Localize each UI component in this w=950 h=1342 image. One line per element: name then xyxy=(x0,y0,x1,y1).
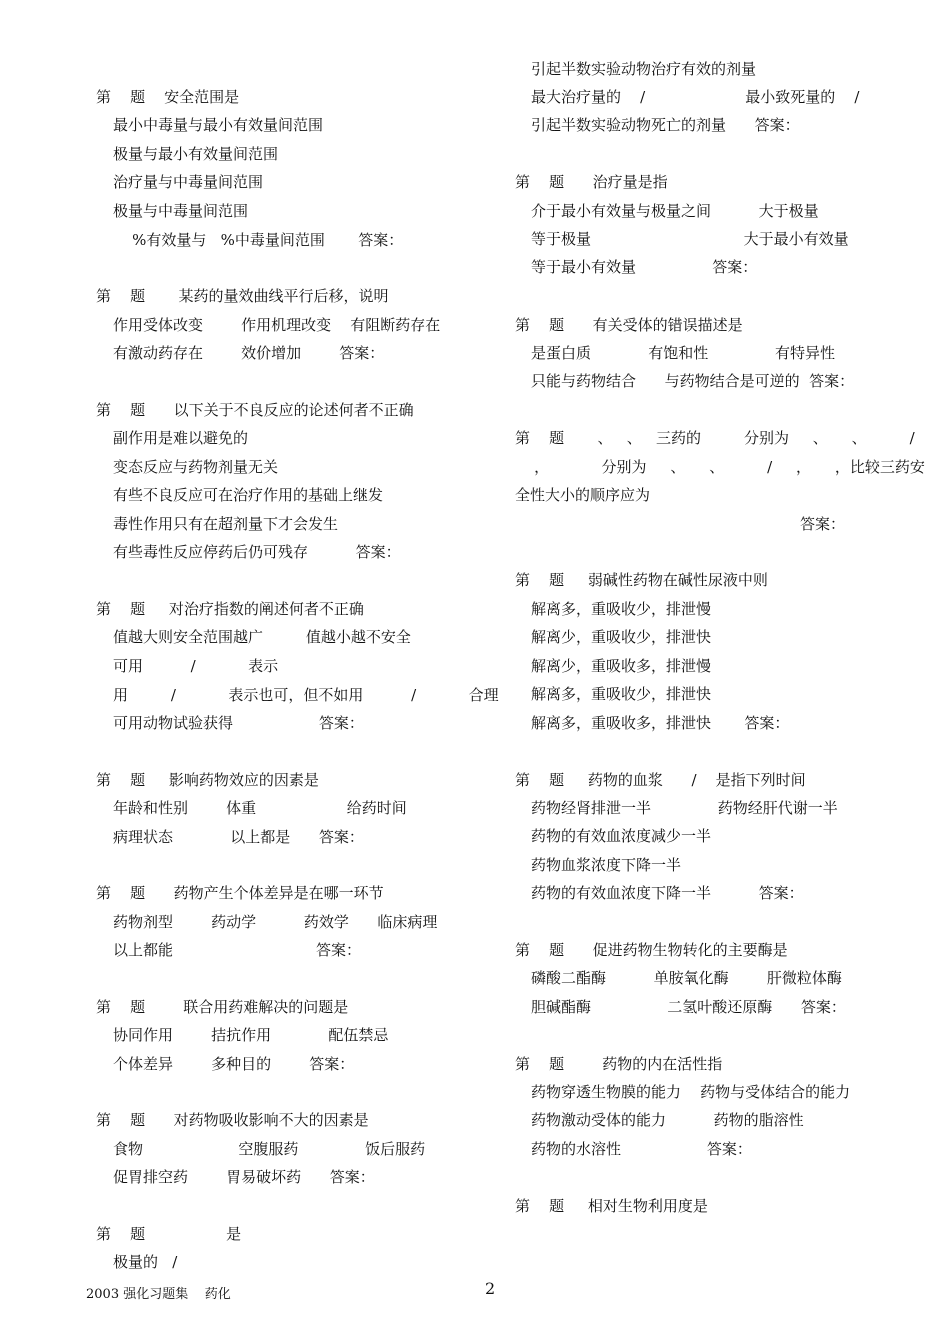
text-line: 第 题 安全范围是 xyxy=(96,88,240,106)
text-line: 有激动药存在 效价增加 答案： xyxy=(113,344,385,362)
text-line: 磷酸二酯酶 单胺氧化酶 肝微粒体酶 xyxy=(531,969,842,987)
text-line: 食物 空腹服药 饭后服药 xyxy=(113,1140,426,1158)
text-line: 最小中毒量与最小有效量间范围 xyxy=(113,116,324,134)
text-line: 极量与最小有效量间范围 xyxy=(113,145,279,163)
text-line: 解离少，重吸收少，排泄快 xyxy=(531,628,712,646)
text-line: 答案： xyxy=(800,515,846,533)
text-line: 变态反应与药物剂量无关 xyxy=(113,458,279,476)
text-line: 促胃排空药 胃易破坏药 答案： xyxy=(113,1168,375,1186)
text-line: 值越大则安全范围越广 值越小越不安全 xyxy=(113,628,411,646)
text-line: 等于极量 大于最小有效量 xyxy=(531,230,849,248)
text-line: %有效量与 %中毒量间范围 答案： xyxy=(113,231,404,249)
text-line: 第 题 影响药物效应的因素是 xyxy=(96,771,319,789)
text-line: 药物的有效血浓度减少一半 xyxy=(531,827,712,845)
text-line: 第 题 药物的血浆 / 是指下列时间 xyxy=(515,771,806,789)
text-line: 作用受体改变 作用机理改变 有阻断药存在 xyxy=(113,316,441,334)
text-line: 治疗量与中毒量间范围 xyxy=(113,173,264,191)
text-line: 第 题 有关受体的错误描述是 xyxy=(515,316,743,334)
text-line: ， 分别为 、 、 / ， ，比较三药安 xyxy=(515,458,925,476)
text-line: 第 题 以下关于不良反应的论述何者不正确 xyxy=(96,401,414,419)
text-line: 只能与药物结合 与药物结合是可逆的 答案： xyxy=(531,372,855,390)
text-line: 第 题 对治疗指数的阐述何者不正确 xyxy=(96,600,364,618)
text-line: 最大治疗量的 / 最小致死量的 / xyxy=(531,88,860,106)
text-line: 介于最小有效量与极量之间 大于极量 xyxy=(531,202,819,220)
text-line: 药物激动受体的能力 药物的脂溶性 xyxy=(531,1111,804,1129)
text-line: 副作用是难以避免的 xyxy=(113,429,249,447)
text-line: 第 题 治疗量是指 xyxy=(515,173,668,191)
text-line: 极量与中毒量间范围 xyxy=(113,202,249,220)
text-line: 可用动物试验获得 答案： xyxy=(113,714,364,732)
text-line: 第 题 促进药物生物转化的主要酶是 xyxy=(515,941,788,959)
text-line: 有些不良反应可在治疗作用的基础上继发 xyxy=(113,486,384,504)
text-line: 胆碱酯酶 二氢叶酸还原酶 答案： xyxy=(531,998,846,1016)
text-line: 病理状态 以上都是 答案： xyxy=(113,828,364,846)
text-line: 第 题 弱碱性药物在碱性尿液中则 xyxy=(515,571,768,589)
text-line: 年龄和性别 体重 给药时间 xyxy=(113,799,407,817)
text-line: 有些毒性反应停药后仍可残存 答案： xyxy=(113,543,401,561)
text-line: 是蛋白质 有饱和性 有特异性 xyxy=(531,344,835,362)
text-line: 药物剂型 药动学 药效学 临床病理 xyxy=(113,913,438,931)
text-line: 可用 / 表示 xyxy=(113,657,279,675)
text-line: 药物的水溶性 答案： xyxy=(531,1140,752,1158)
text-line: 极量的 / xyxy=(113,1253,178,1271)
text-line: 解离少，重吸收多，排泄慢 xyxy=(531,657,712,675)
text-line: 第 题 药物产生个体差异是在哪一环节 xyxy=(96,884,384,902)
text-line: 等于最小有效量 答案： xyxy=(531,258,758,276)
text-line: 个体差异 多种目的 答案： xyxy=(113,1055,355,1073)
text-line: 协同作用 拮抗作用 配伍禁忌 xyxy=(113,1026,389,1044)
text-line: 第 题 相对生物利用度是 xyxy=(515,1197,708,1215)
text-line: 毒性作用只有在超剂量下才会发生 xyxy=(113,515,339,533)
text-line: 引起半数实验动物治疗有效的剂量 xyxy=(531,60,757,78)
text-line: 引起半数实验动物死亡的剂量 答案： xyxy=(531,116,800,134)
text-line: 药物穿透生物膜的能力 药物与受体结合的能力 xyxy=(531,1083,851,1101)
text-line: 第 题 、 、 三药的 分别为 、 、 / xyxy=(515,429,915,447)
text-line: 药物血浆浓度下降一半 xyxy=(531,856,682,874)
text-line: 第 题 药物的内在活性指 xyxy=(515,1055,723,1073)
text-line: 第 题 对药物吸收影响不大的因素是 xyxy=(96,1111,369,1129)
text-line: 药物的有效血浓度下降一半 答案： xyxy=(531,884,804,902)
footer-title: 2003 强化习题集 药化 xyxy=(86,1287,231,1302)
text-line: 以上都能 答案： xyxy=(113,941,362,959)
page-number: 2 xyxy=(485,1279,496,1298)
text-line: 解离多，重吸收多，排泄快 答案： xyxy=(531,714,790,732)
text-line: 第 题 是 xyxy=(96,1225,242,1243)
text-line: 第 题 某药的量效曲线平行后移，说明 xyxy=(96,287,389,305)
text-line: 用 / 表示也可，但不如用 / 合理 xyxy=(113,686,499,704)
text-line: 药物经肾排泄一半 药物经肝代谢一半 xyxy=(531,799,838,817)
text-line: 全性大小的顺序应为 xyxy=(515,486,651,504)
text-line: 第 题 联合用药难解决的问题是 xyxy=(96,998,349,1016)
text-line: 解离多，重吸收少，排泄快 xyxy=(531,685,712,703)
text-line: 解离多，重吸收少，排泄慢 xyxy=(531,600,712,618)
